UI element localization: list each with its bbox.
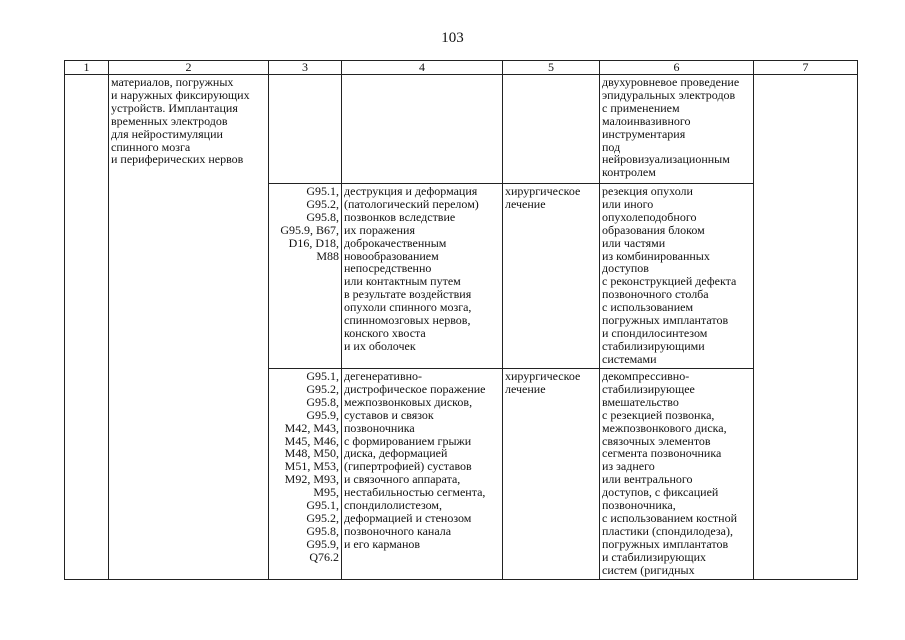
procedure-group-cell: материалов, погружных и наружных фиксирующих устройств. Имплантация временных электродов для нейростимуляции спинного мозга и периферических нервов [109, 75, 269, 580]
treatment-method-cell: декомпрессивно- стабилизирующее вмешательство с резекцией позвонка, межпозвонкового диска, связочных элементов сегмента позвоночника из заднего или вентрального доступов, с фиксацией позвоночника, с использованием костной пластики (спондилодеза), погружных имплантатов и стабилизирующих систем (ригидных [600, 369, 754, 580]
column-header-3: 3 [269, 61, 342, 75]
treatment-method-cell: резекция опухоли или иного опухолеподобного образования блоком или частями из комбинированных доступов с реконструкцией дефекта позвоночного столба с использованием погружных имплантатов и спондилосинтезом стабилизирующими системами [600, 184, 754, 369]
medical-procedures-table [64, 60, 858, 580]
treatment-type-cell: хирургическое лечение [503, 369, 600, 580]
treatment-method-cell: двухуровневое проведение эпидуральных электродов с применением малоинвазивного инструментария под нейровизуализационным контролем [600, 75, 754, 184]
treatment-type-cell: хирургическое лечение [503, 184, 600, 369]
table-row [65, 75, 858, 184]
page-number: 103 [441, 30, 464, 46]
treatment-type-cell [503, 75, 600, 184]
column-header-7: 7 [754, 61, 858, 75]
column-header-1: 1 [65, 61, 109, 75]
col7-cell [754, 75, 858, 580]
condition-cell [342, 75, 503, 184]
col1-cell [65, 75, 109, 580]
diagnosis-codes-cell: G95.1, G95.2, G95.8, G95.9, M42, M43, M45, M46, M48, M50, M51, M53, M92, M93, M95, G95.1, G95.2, G95.8, G95.9, Q76.2 [269, 369, 342, 580]
column-header-2: 2 [109, 61, 269, 75]
diagnosis-codes-cell [269, 75, 342, 184]
diagnosis-codes-cell: G95.1, G95.2, G95.8, G95.9, B67, D16, D18, M88 [269, 184, 342, 369]
condition-cell: дегенеративно- дистрофическое поражение межпозвонковых дисков, суставов и связок позвоночника с формированием грыжи диска, деформацией (гипертрофией) суставов и связочного аппарата, нестабильностью сегмента, спондилолистезом, деформацией и стенозом позвоночного канала и его карманов [342, 369, 503, 580]
condition-cell: деструкция и деформация (патологический перелом) позвонков вследствие их поражения доброкачественным новообразованием непосредственно или контактным путем в результате воздействия опухоли спинного мозга, спинномозговых нервов, конского хвоста и их оболочек [342, 184, 503, 369]
column-number-header-row [65, 61, 858, 75]
column-header-6: 6 [600, 61, 754, 75]
column-header-4: 4 [342, 61, 503, 75]
column-header-5: 5 [503, 61, 600, 75]
